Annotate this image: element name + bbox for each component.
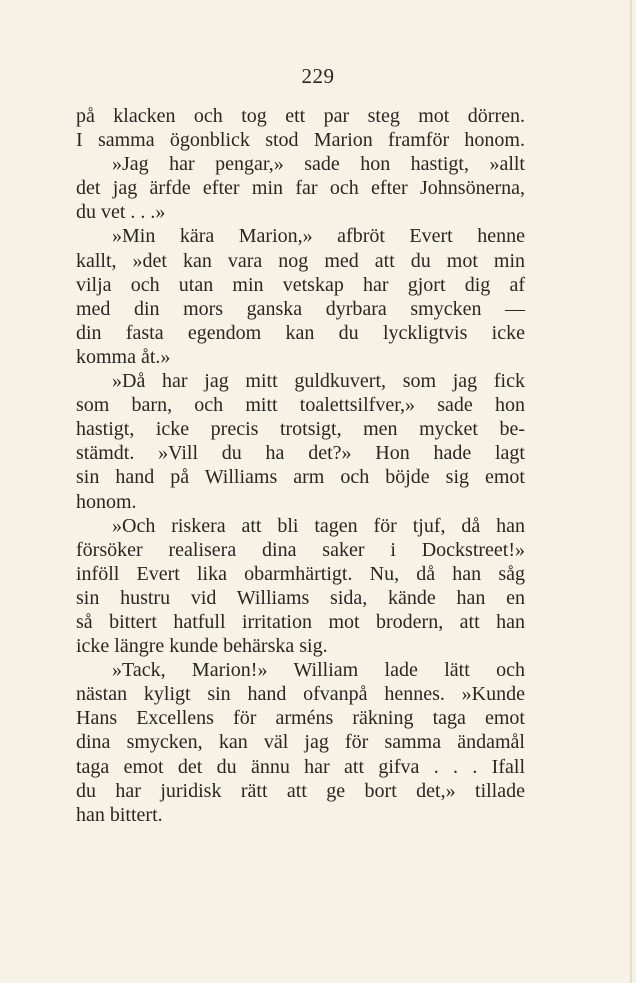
text-line: din fasta egendom kan du lyckligtvis icke bbox=[76, 321, 525, 344]
text-line: »Då har jag mitt guldkuvert, som jag fick bbox=[112, 370, 525, 393]
text-line: det jag ärfde efter min far och efter Johnsönerna, bbox=[76, 177, 525, 200]
text-line: I samma ögonblick stod Marion framför honom. bbox=[76, 129, 525, 152]
text-line: »Jag har pengar,» sade hon hastigt, »allt bbox=[112, 153, 525, 176]
text-line: inföll Evert lika obarmhärtigt. Nu, då han såg bbox=[76, 562, 525, 585]
text-line: icke längre kunde behärska sig. bbox=[76, 635, 328, 658]
text-line: komma åt.» bbox=[76, 345, 171, 368]
text-line: försöker realisera dina saker i Dockstreet!» bbox=[76, 538, 525, 561]
text-line: sin hustru vid Williams sida, kände han en bbox=[76, 586, 525, 609]
page-edge-divider bbox=[630, 0, 632, 983]
text-line: med din mors ganska dyrbara smycken — bbox=[76, 297, 525, 320]
text-line: kallt, »det kan vara nog med att du mot min bbox=[76, 249, 525, 272]
text-line: sin hand på Williams arm och böjde sig emot bbox=[76, 466, 525, 489]
text-line: på klacken och tog ett par steg mot dörren. bbox=[76, 105, 525, 127]
text-line: »Min kära Marion,» afbröt Evert henne bbox=[112, 225, 525, 248]
text-line: dina smycken, kan väl jag för samma ändamål bbox=[76, 731, 525, 754]
text-line: »Och riskera att bli tagen för tjuf, då han bbox=[112, 514, 525, 537]
text-line: »Tack, Marion!» William lade lätt och bbox=[112, 659, 525, 682]
text-line: vilja och utan min vetskap har gjort dig af bbox=[76, 273, 525, 296]
text-line: du har juridisk rätt att ge bort det,» tillade bbox=[76, 779, 525, 802]
text-line: som barn, och mitt toalettsilfver,» sade hon bbox=[76, 394, 525, 417]
text-line: stämdt. »Vill du ha det?» Hon hade lagt bbox=[76, 442, 525, 465]
body-text bbox=[76, 104, 525, 827]
text-line: så bittert hatfull irritation mot brodern, att han bbox=[76, 610, 525, 633]
page-number: 229 bbox=[301, 64, 335, 88]
text-line: han bittert. bbox=[76, 803, 163, 826]
text-line: du vet . . .» bbox=[76, 201, 166, 224]
text-line: Hans Excellens för arméns räkning taga emot bbox=[76, 707, 525, 730]
text-line: taga emot det du ännu har att gifva . . . Ifall bbox=[76, 755, 525, 778]
text-line: honom. bbox=[76, 490, 137, 513]
text-line: hastigt, icke precis trotsigt, men mycket be- bbox=[76, 418, 525, 441]
text-line: nästan kyligt sin hand ofvanpå hennes. »Kunde bbox=[76, 683, 525, 706]
